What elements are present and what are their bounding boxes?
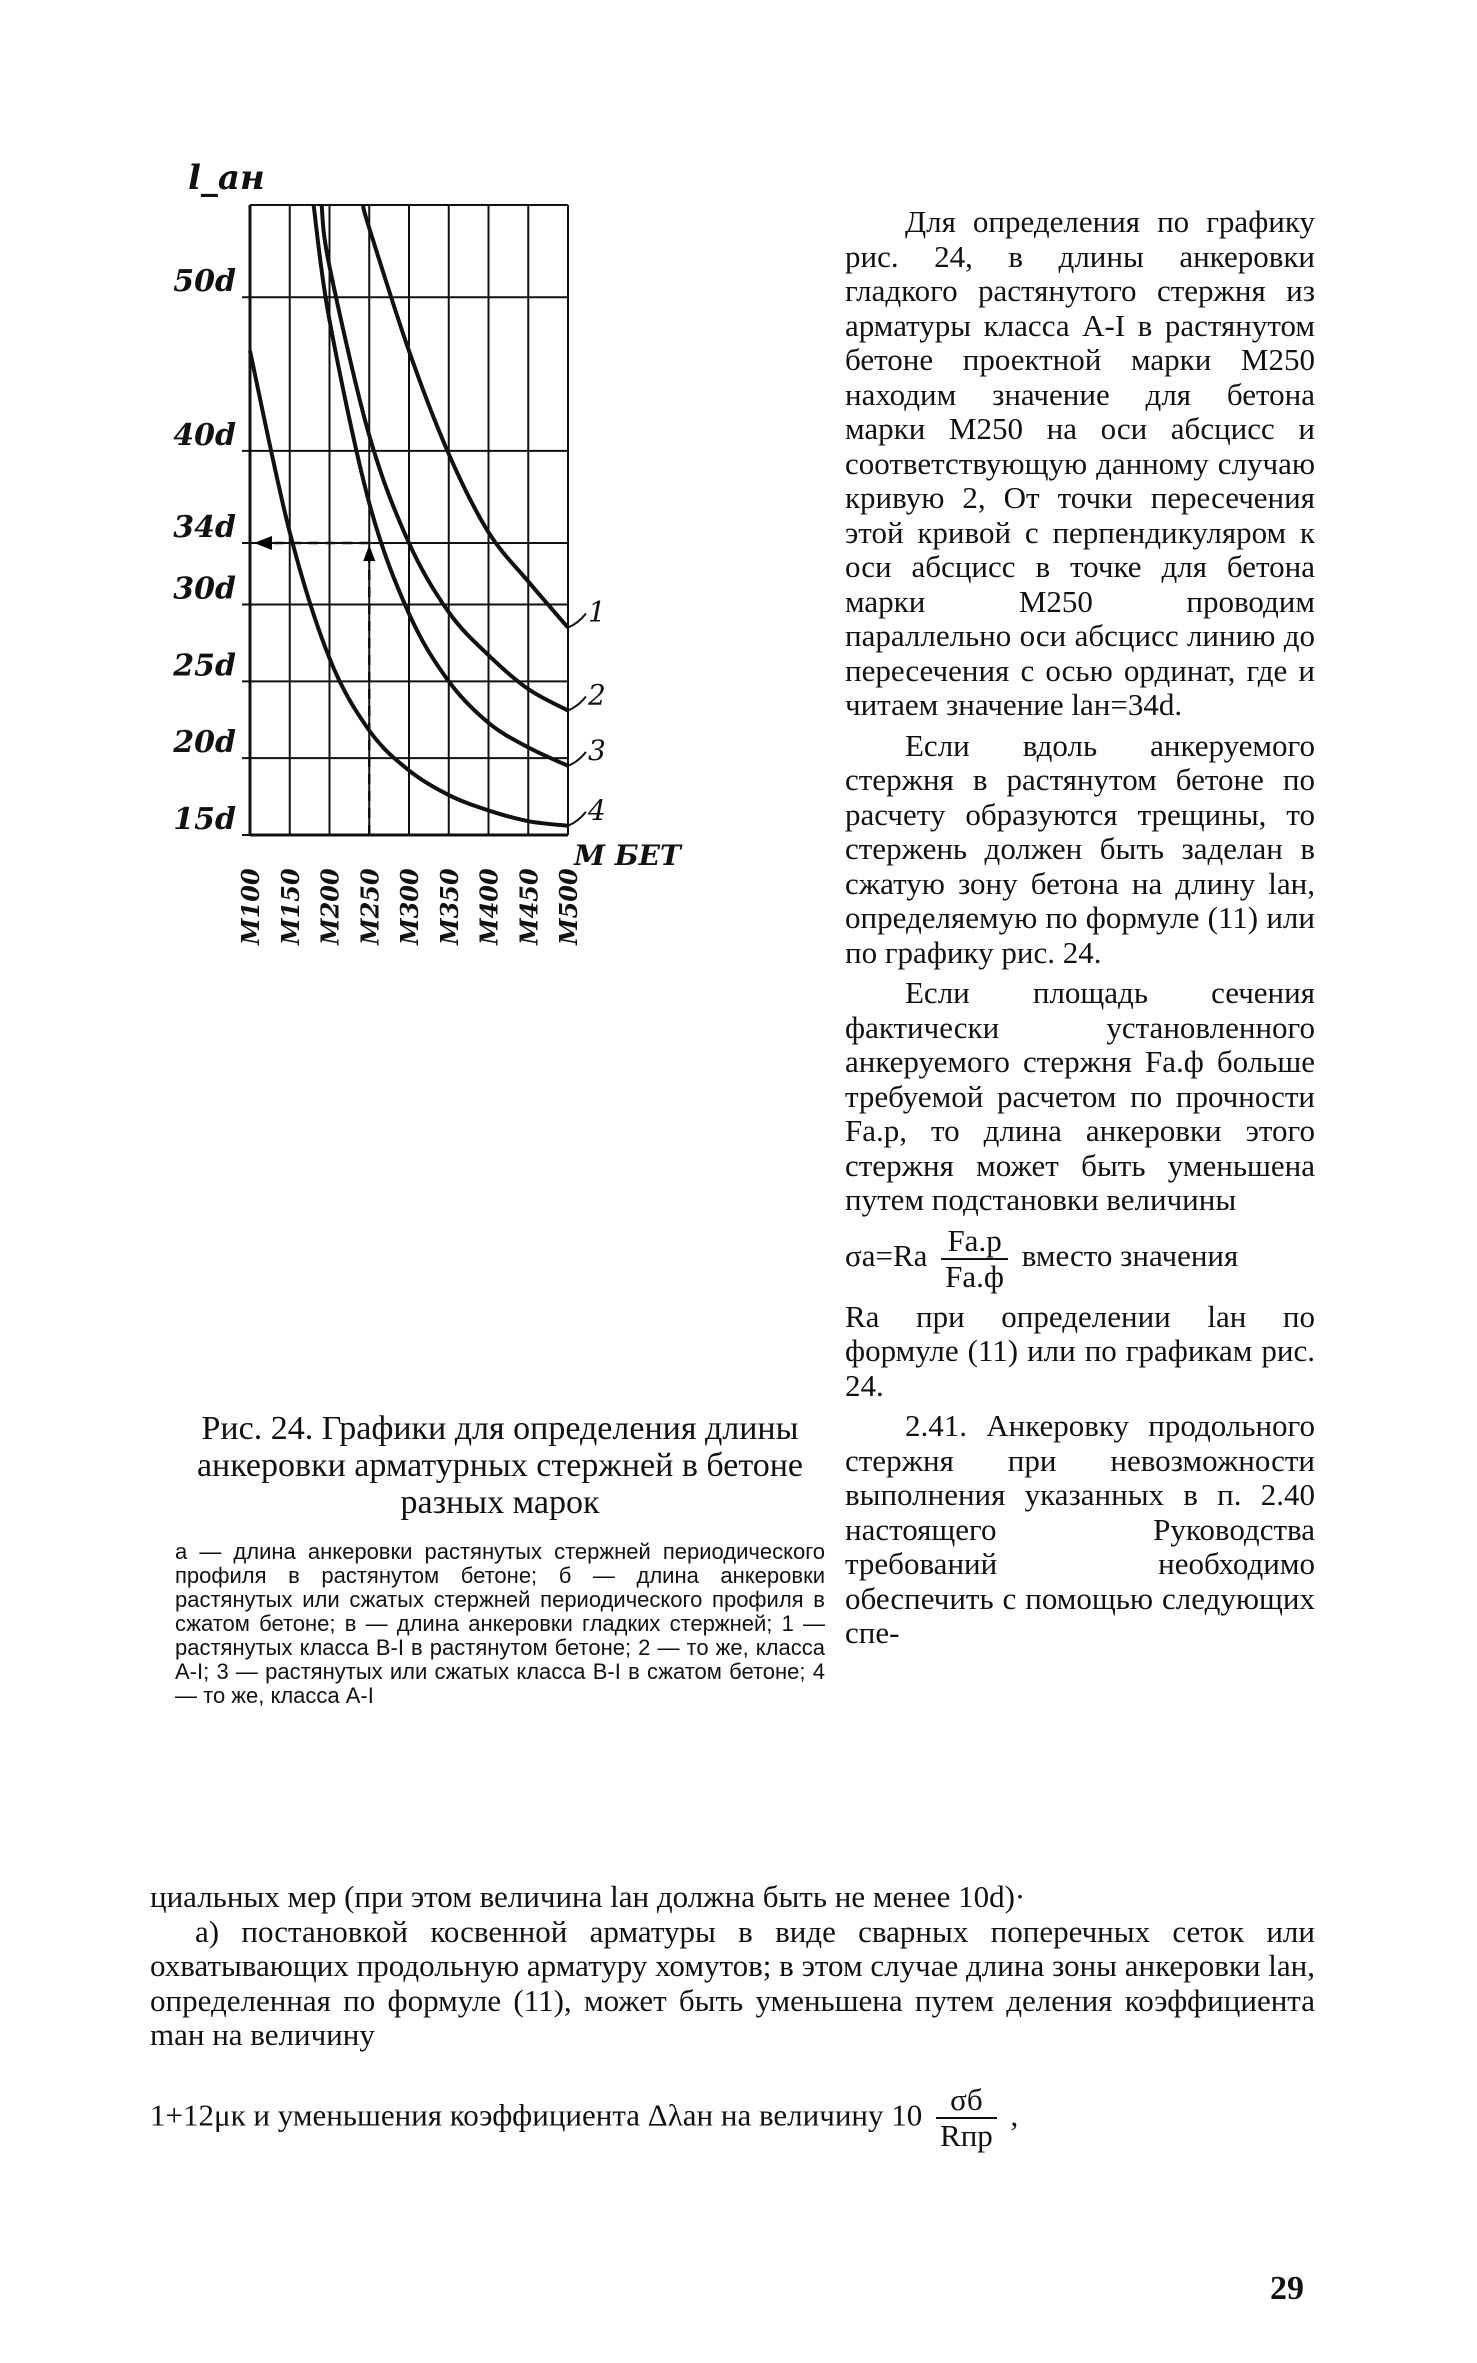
formula-sigma-numerator: Fа.р xyxy=(941,1224,1008,1260)
formula-sigma-right: вместо значения xyxy=(1021,1237,1239,1273)
bottom-line-1: циальных мер (при этом величина lан должна быть не менее 10d)· xyxy=(150,1879,1026,1914)
y-tick-label: 20d xyxy=(173,725,236,761)
annotation-up-arrowhead xyxy=(363,545,375,561)
y-tick-label: 25d xyxy=(173,648,236,684)
anchorage-length-chart xyxy=(160,158,681,1205)
series-line-1 xyxy=(363,205,568,628)
series-label-4: 4 xyxy=(588,793,606,827)
final-formula-fraction xyxy=(936,2083,997,2154)
y-axis-label: l_ан xyxy=(188,158,265,198)
right-column-text xyxy=(845,205,1315,1657)
y-tick-label: 30d xyxy=(173,571,236,607)
page-number: 29 xyxy=(1270,2270,1304,2307)
final-formula-text: 1+12μк и уменьшения коэффициента Δλан на величину 10 xyxy=(150,2097,923,2133)
annotation-left-arrowhead xyxy=(254,536,272,550)
x-axis-label: М БЕТ xyxy=(574,839,681,872)
x-tick-label: М450 xyxy=(514,868,544,945)
paragraph-a: а) постановкой косвенной арматуры в виде сварных поперечных сеток или охватывающих продольную арматуру хомутов; в этом случае длина зоны анкеровки lан, определенная по формуле (11), может быть уменьшена путем деления коэффициента mан на величину xyxy=(150,1913,1315,2052)
y-tick-label: 40d xyxy=(173,417,236,453)
y-tick-label: 34d xyxy=(173,510,236,546)
x-tick-label: М350 xyxy=(434,868,464,945)
figure-caption-notes: а — длина анкеровки растянутых стержней периодического профиля в растянутом бетоне; б — длина анкеровки растянутых или сжатых стержней периодического профиля в сжатом бетоне; в — длина анкеровки гладких стержней; 1 — растянутых класса В-I в растянутом бетоне; 2 — то же, класса А-I; 3 — растянутых или сжатых класса В-I в сжатом бетоне; 4 — то же, класса А-I xyxy=(175,1539,825,1708)
x-tick-label: М500 xyxy=(554,868,583,945)
final-formula-tail: , xyxy=(1010,2097,1019,2133)
paragraph-area: Если площадь сечения фактически установленного анкеруемого стержня Fа.ф больше требуемой расчетом по прочности Fа.р, то длина анкеровки этого стержня может быть уменьшена путем подстановки величины xyxy=(845,975,1315,1217)
chart-annotation xyxy=(254,536,375,835)
x-tick-label: М400 xyxy=(474,868,504,945)
paragraph-2-41: 2.41. Анкеровку продольного стержня при невозможности выполнения указанных в п. 2.40 настоящего Руководства требований необходимо обеспечить с помощью следующих спе- xyxy=(845,1408,1315,1650)
x-tick-label: М200 xyxy=(315,868,345,945)
x-tick-label: М300 xyxy=(395,868,424,945)
series-leader-4 xyxy=(568,812,586,826)
series-leader-2 xyxy=(568,697,586,711)
series-leader-1 xyxy=(568,614,586,628)
paragraph-cracks: Если вдоль анкеруемого стержня в растянутом бетоне по расчету образуются трещины, то стержень должен быть заделан в сжатую зону бетона на длину lан, определяемую по формуле (11) или по графику рис. 24. xyxy=(845,727,1315,970)
y-tick-label: 15d xyxy=(173,802,236,837)
x-tick-label: М150 xyxy=(275,868,305,945)
bottom-text xyxy=(150,1880,1315,2154)
formula-sigma-fraction xyxy=(941,1224,1008,1294)
final-formula-numerator: σб xyxy=(936,2083,997,2120)
series-label-2: 2 xyxy=(588,678,606,712)
final-formula-denominator: Rпр xyxy=(940,2118,993,2153)
paragraph-graph-usage: Для определения по графику рис. 24, в длины анкеровки гладкого растянутого стержня из арматуры класса А-I в растянутом бетоне проектной марки М250 находим значение для бетона марки М250 на оси абсцисс и соответствующую данному случаю кривую 2, От точки пересечения этой кривой с перпендикуляром к оси абсцисс в точке для бетона марки М250 проводим параллельно оси абсцисс линию до пересечения с осью ординат, где и читаем значение lан=34d. xyxy=(845,204,1315,722)
x-tick-label: М250 xyxy=(355,868,385,945)
figure-caption-title: Рис. 24. Графики для определения длины анкеровки арматурных стержней в бетоне разных марок xyxy=(196,1410,804,1521)
series-label-3: 3 xyxy=(588,733,606,767)
formula-sigma-denominator: Fа.ф xyxy=(945,1258,1004,1294)
x-tick-label: М100 xyxy=(236,868,265,945)
paragraph-ra: Rа при определении lан по формуле (11) или по графикам рис. 24. xyxy=(845,1298,1315,1403)
formula-sigma xyxy=(845,1224,1315,1294)
series-leader-3 xyxy=(568,752,586,766)
formula-sigma-left: σа=Rа xyxy=(845,1237,928,1273)
series-label-1: 1 xyxy=(588,595,606,629)
y-tick-label: 50d xyxy=(173,264,236,300)
final-formula xyxy=(150,2083,1315,2154)
